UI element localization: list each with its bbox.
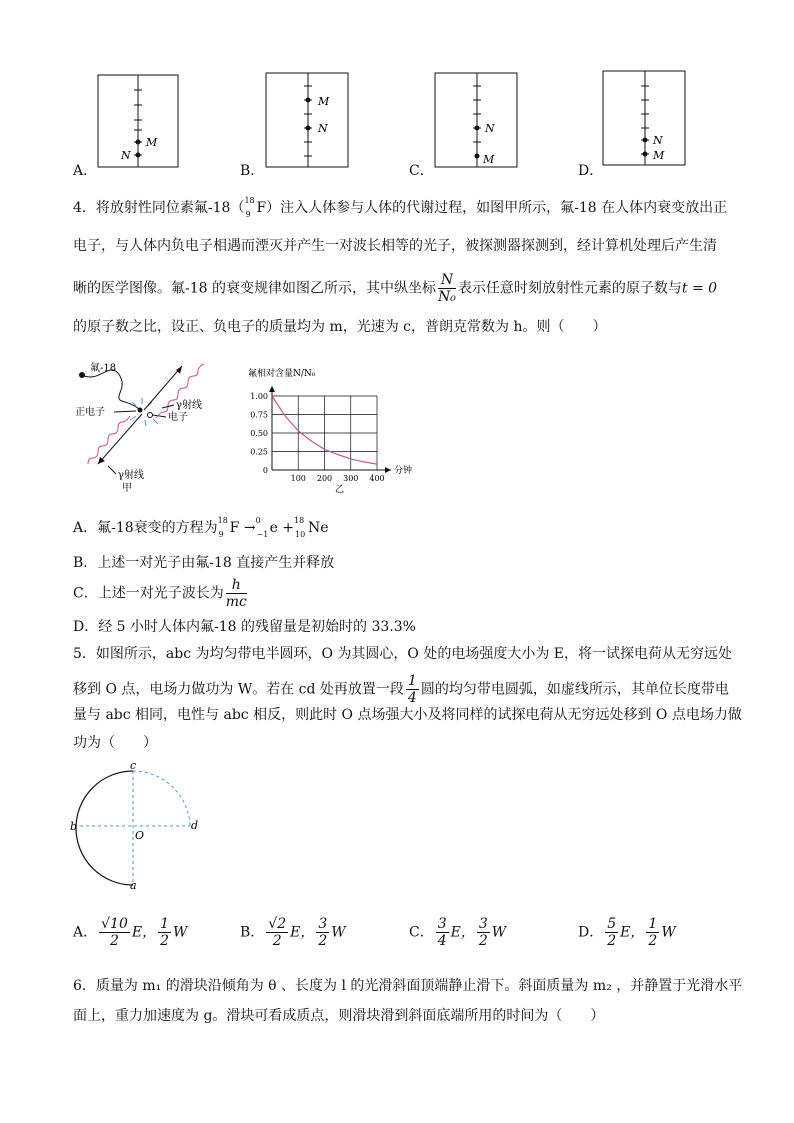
- q5-line-2: 移到 O 点，电场力做功为 W。若在 cd 处再放置一段 $\frac{1}{4}$ 圆的均匀带电圆弧，如虚线所示，其单位长度带电: [73, 673, 729, 706]
- chart-xtick-label: 200: [316, 474, 333, 483]
- q3-c-n: N: [485, 122, 495, 135]
- chart-xlabel: 分钟: [394, 466, 413, 476]
- q4-line-2: 电子，与人体内负电子相遇而湮灭并产生一对波长相等的光子，被探测器探测到，经计算机处理后产生清: [73, 238, 717, 254]
- q3-b-m: M: [318, 95, 330, 108]
- label-electron: 电子: [168, 412, 188, 423]
- q3-a-m: M: [146, 136, 158, 149]
- chart-caption: 乙: [335, 485, 345, 495]
- q4-option-c: C．上述一对光子波长为 $\frac{h}{mc}$: [73, 577, 247, 610]
- q5-label-c: c: [130, 762, 137, 772]
- q3-option-a-label: A．: [73, 163, 98, 179]
- chart-ytick-label: 0.25: [250, 447, 268, 457]
- q4-option-b: B．上述一对光子由氟-18 直接产生并释放: [73, 555, 335, 571]
- q5-label-o: O: [135, 829, 145, 842]
- chart-y-arrow: [269, 386, 275, 392]
- chart-xtick-label: 300: [343, 474, 359, 483]
- q3-figure-d: [600, 68, 690, 168]
- q3-c-m: M: [483, 153, 495, 166]
- q3-d-n: N: [653, 134, 663, 147]
- q5-label-a: a: [130, 879, 137, 890]
- q4-option-a: A．氟-18衰变的方程为 18 9 F → 0 −1 e + 18 10 Ne: [73, 516, 329, 539]
- q5-label-b: b: [70, 820, 78, 833]
- q3-option-c-label: C．: [409, 163, 434, 179]
- q3-figure-b: [263, 70, 353, 170]
- q3-a-n: N: [121, 149, 131, 162]
- q4-line-1: 4．将放射性同位素氟-18（ 18 9 F）注入人体参与人体的代谢过程，如图甲所示，氟-18 在人体内衰变放出正: [73, 196, 728, 219]
- caption-jia: 甲: [122, 483, 132, 494]
- q4-line-3: 晰的医学图像。氟-18 的衰变规律如图乙所示，其中纵坐标 $\frac{N}{\text{N₀}}$ 表示任意时刻放射性元素的原子数与t = 0: [73, 272, 718, 305]
- q5-option-d: D． $\frac{5}{2}$ E， $\frac{1}{2}$ W: [578, 916, 676, 949]
- chart-x-arrow: [385, 467, 391, 473]
- q5-line-1: 5．如图所示，abc 为均匀带电半圆环，O 为其圆心，O 处的电场强度大小为 E，将一试探电荷从无穷远处: [73, 646, 733, 662]
- label-gamma-2: γ射线: [118, 470, 144, 481]
- q5-line-4: 功为（ ）: [73, 735, 157, 751]
- q3-figure-a: [95, 72, 185, 172]
- label-gamma-1: γ射线: [176, 400, 202, 411]
- q5-label-d: d: [191, 819, 199, 832]
- q3-d-m: M: [653, 149, 665, 162]
- q5-figure: [70, 762, 210, 890]
- chart-ytick-label: 0.75: [250, 410, 268, 420]
- q3-b-n: N: [318, 122, 328, 135]
- q4-chart-yi: [240, 362, 430, 502]
- q3-option-d-label: D．: [578, 163, 604, 179]
- chart-ytick-label: 1.00: [250, 392, 268, 401]
- q5-option-a: A． $\frac{√10}{2}$ E， $\frac{1}{2}$ W: [73, 916, 188, 949]
- label-positron: 正电子: [75, 407, 105, 418]
- chart-ytick-label: 0: [262, 466, 268, 475]
- q6-line-1: 6．质量为 m₁ 的滑块沿倾角为 θ 、长度为 l 的光滑斜面顶端静止滑下。斜面质量为 m₂ ，并静置于光滑水平: [73, 978, 743, 994]
- q4-figure-jia: [70, 344, 220, 494]
- chart-ylabel: 氟相对含量N/N₀: [248, 369, 316, 379]
- q4-line-4: 的原子数之比，设正、负电子的质量均为 m，光速为 c，普朗克常数为 h。则（ ）: [73, 319, 607, 335]
- q3-figure-c: [432, 70, 522, 170]
- chart-ytick-label: 0.50: [250, 429, 268, 438]
- q5-option-b: B． $\frac{√2}{2}$ E， $\frac{3}{2}$ W: [240, 916, 346, 949]
- q5-option-c: C． $\frac{3}{4}$ E， $\frac{3}{2}$ W: [409, 916, 507, 949]
- q5-line-3: 量与 abc 相同，电性与 abc 相反，则此时 O 点场强大小及将同样的试探电荷从无穷远处移到 O 点电场力做: [73, 707, 742, 723]
- q3-option-b-label: B．: [240, 163, 265, 179]
- q6-line-2: 面上，重力加速度为 g。滑块可看成质点，则滑块滑到斜面底端所用的时间为（ ）: [73, 1008, 605, 1024]
- chart-xtick-label: 100: [290, 474, 306, 483]
- chart-xtick-label: 400: [369, 474, 385, 483]
- q4-option-d: D．经 5 小时人体内氟-18 的残留量是初始时的 33.3%: [73, 619, 416, 635]
- label-f18: 氟-18: [90, 363, 117, 374]
